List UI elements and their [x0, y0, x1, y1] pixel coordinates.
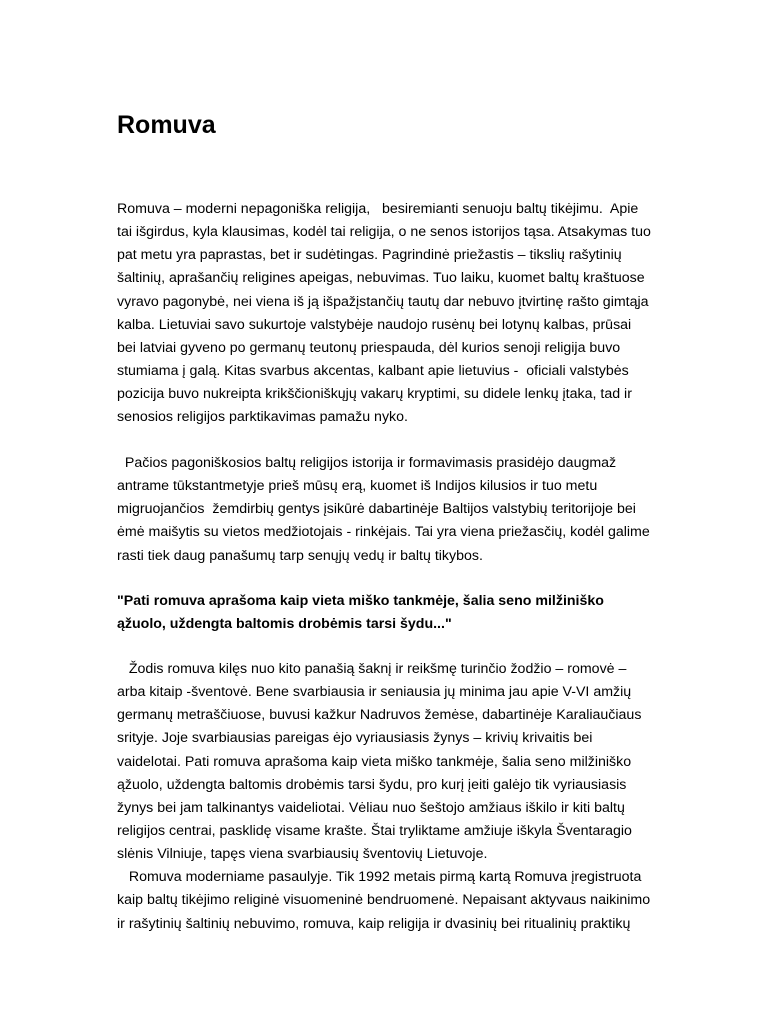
text-line: religijos centrai, pasklidę visame krašte. Štai tryliktame amžiuje iškyla Šventaragio — [117, 822, 632, 839]
text-line: migruojančios žemdirbių gentys įsikūrė dabartinėje Baltijos valstybių teritorijoje bei — [117, 501, 636, 518]
text-line: antrame tūkstantmetyje prieš mūsų erą, kuomet iš Indijos kilusios ir tuo metu — [117, 478, 598, 495]
text-line: ąžuolo, uždengta baltomis drobėmis tarsi šydu, pro kurį įeiti galėjo tik vyriausiasis — [117, 776, 627, 793]
text-line: vaidelotai. Pati romuva aprašoma kaip vieta miško tankmėje, šalia seno milžiniško — [117, 753, 632, 770]
text-line: tai išgirdus, kyla klausimas, kodėl tai religija, o ne senos istorijos tąsa. Atsakymas tuo — [117, 224, 651, 241]
text-line: kaip baltų tikėjimo religinė visuomeninė bendruomenė. Nepaisant aktyvaus naikinimo — [117, 892, 651, 909]
text-line: stumiama į galą. Kitas svarbus akcentas, kalbant apie lietuvius - oficiali valstybės — [117, 362, 629, 379]
text-line: germanų metraščiuose, buvusi kažkur Nadruvos žemėse, dabartinėje Karaliaučiaus — [117, 707, 642, 724]
paragraph-romove — [117, 658, 677, 936]
text-line: žynys bei jam talkinantys vaideliotai. Vėliau nuo šeštojo amžiaus iškilo ir kiti baltų — [117, 799, 625, 816]
paragraph-intro — [117, 198, 677, 429]
text-line: arba kitaip -šventovė. Bene svarbiausia ir seniausia jų minima jau apie V-VI amžių — [117, 684, 632, 701]
text-line: rasti tiek daug panašumų tarp senųjų vedų ir baltų tikybos. — [117, 547, 483, 564]
text-line: ir rašytinių šaltinių nebuvimo, romuva, kaip religija ir dvasinių bei ritualinių praktikų — [117, 915, 631, 932]
pull-quote — [117, 590, 677, 636]
text-line: šaltinių, aprašančių religines apeigas, nebuvimas. Tuo laiku, kuomet baltų kraštuose — [117, 270, 645, 287]
quote-line: ąžuolo, uždengta baltomis drobėmis tarsi šydu..." — [117, 616, 452, 633]
text-line: Žodis romuva kilęs nuo kito panašią šaknį ir reikšmę turinčio žodžio – romovė – — [117, 661, 627, 677]
text-line: pat metu yra paprastas, bet ir sudėtingas. Pagrindinė priežastis – tikslių rašytinių — [117, 247, 622, 264]
quote-line: "Pati romuva aprašoma kaip vieta miško tankmėje, šalia seno milžiniško — [117, 593, 604, 609]
text-line: ėmė maišytis su vietos medžiotojais - rinkėjais. Tai yra viena priežasčių, kodėl galime — [117, 524, 650, 541]
text-line: senosios religijos parktikavimas pamažu nyko. — [117, 409, 408, 426]
text-line: bei latviai gyveno po germanų teutonų priespauda, dėl kurios senoji religija buvo — [117, 339, 621, 356]
page-title: Romuva — [117, 111, 216, 139]
paragraph-history — [117, 452, 677, 568]
text-line: Romuva moderniame pasaulyje. Tik 1992 metais pirmą kartą Romuva įregistruota — [117, 869, 642, 886]
text-line: Romuva – moderni nepagoniška religija, besiremianti senuoju baltų tikėjimu. Apie — [117, 201, 639, 217]
text-line: slėnis Vilniuje, tapęs viena svarbiausių šventovių Lietuvoje. — [117, 846, 488, 863]
text-line: Pačios pagoniškosios baltų religijos istorija ir formavimasis prasidėjo daugmaž — [117, 455, 617, 471]
text-line: kalba. Lietuviai savo sukurtoje valstybėje naudojo rusėnų bei lotynų kalbas, prūsai — [117, 316, 632, 333]
text-line: vyravo pagonybė, nei viena iš ją išpažįstančių tautų dar nebuvo įtvirtinę rašto gimtąja — [117, 293, 649, 310]
text-line: pozicija buvo nukreipta krikščioniškųjų vakarų kryptimi, su didele lenkų įtaka, tad ir — [117, 386, 632, 403]
text-line: srityje. Joje svarbiausias pareigas ėjo vyriausiasis žynys – krivių krivaitis bei — [117, 730, 593, 747]
